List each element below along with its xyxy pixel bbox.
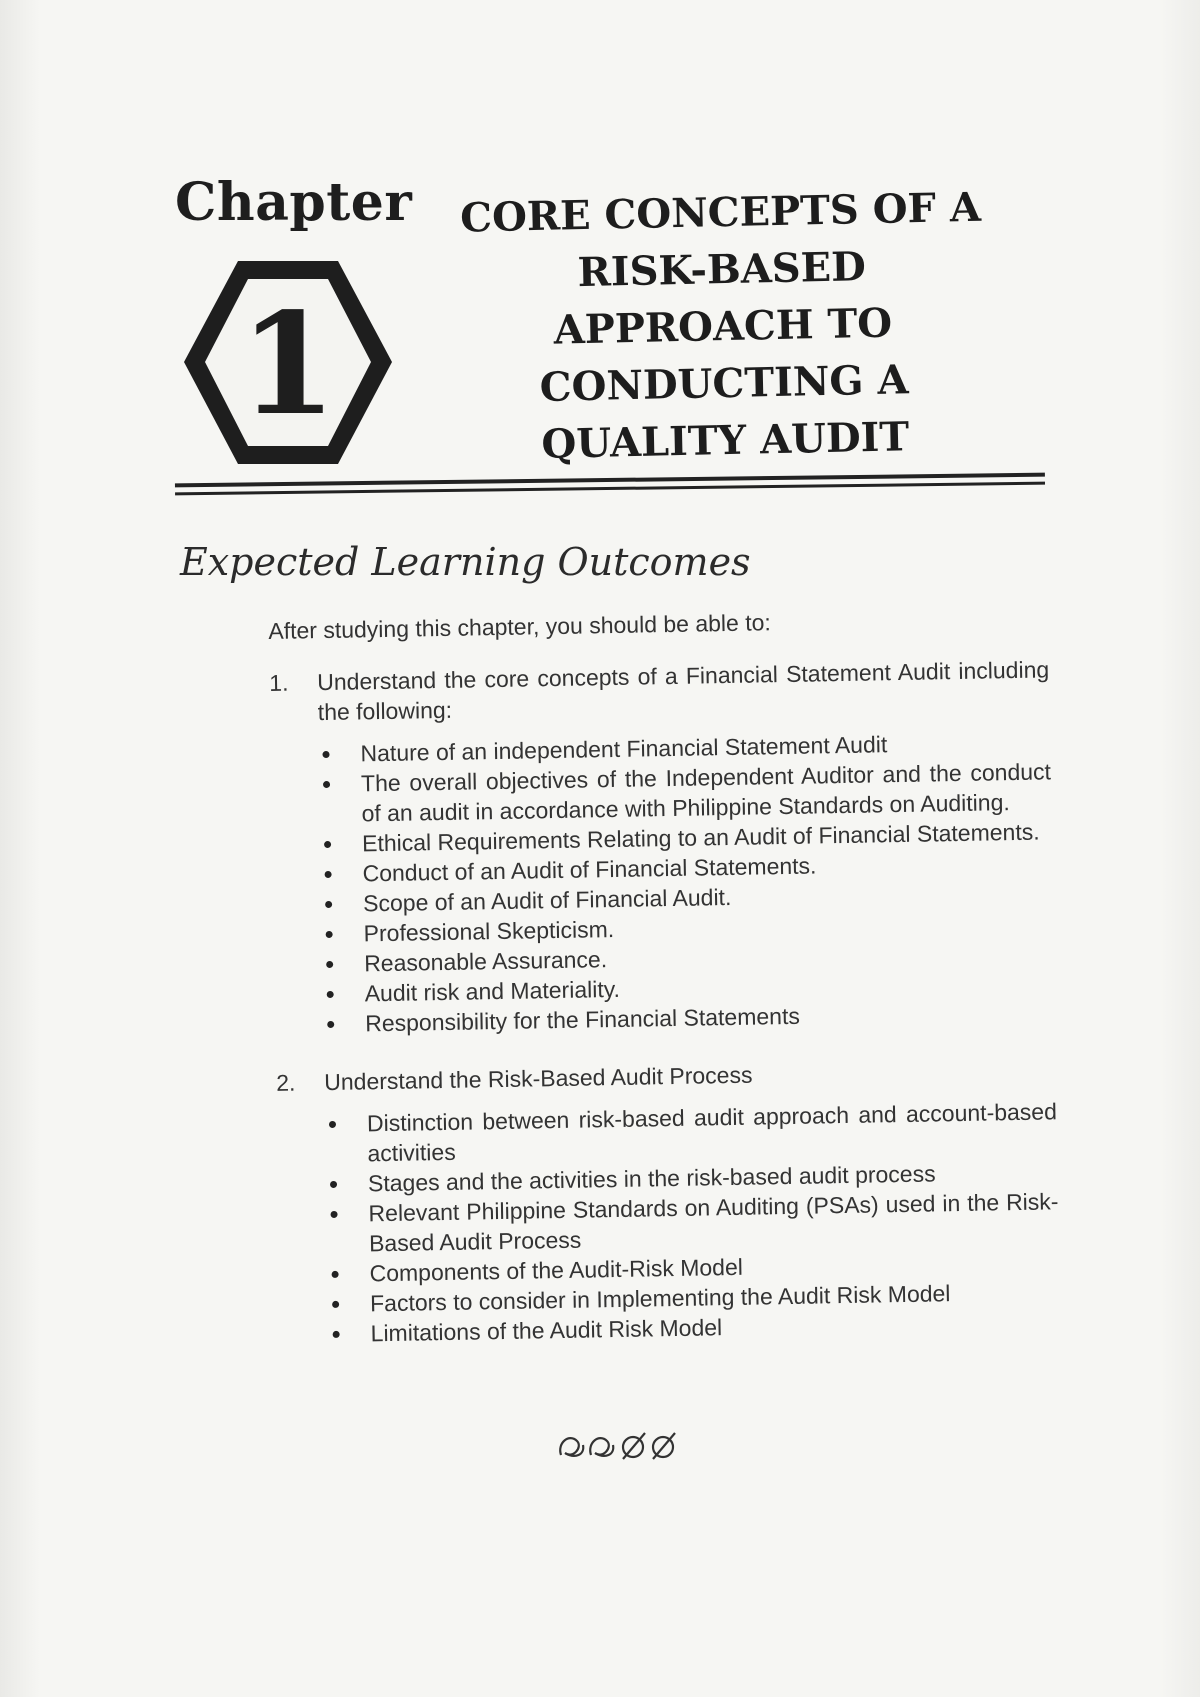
- bullet-text: Limitations of the Audit Risk Model: [370, 1314, 723, 1347]
- outcome-text: Understand the core concepts of a Financial Statement Audit including the following:: [317, 656, 1050, 726]
- bullet-icon: [323, 781, 330, 788]
- bullet-text: Ethical Requirements Relating to an Audit of Financial Statements.: [361, 818, 1040, 857]
- outcome-item: [269, 654, 1050, 728]
- bullet-icon: [327, 1021, 334, 1028]
- bullet-text: Audit risk and Materiality.: [364, 975, 621, 1007]
- outcome-number: 1.: [269, 669, 289, 696]
- section-heading: Expected Learning Outcomes: [180, 540, 751, 584]
- chapter-number: 1: [239, 283, 337, 447]
- bullet-text: Scope of an Audit of Financial Audit.: [362, 883, 732, 917]
- outcome-bullet-list: [277, 1096, 1061, 1350]
- outcome-number: 2.: [276, 1069, 296, 1096]
- chapter-title-line: APPROACH TO: [553, 299, 893, 354]
- outcome-text: Understand the Risk-Based Audit Process: [324, 1061, 753, 1096]
- bullet-icon: [325, 901, 332, 908]
- bullet-icon: [332, 1271, 339, 1278]
- chapter-title-line: QUALITY AUDIT: [540, 413, 910, 468]
- outcome-bullet-list: [270, 726, 1055, 1040]
- bullet-text: Reasonable Assurance.: [363, 946, 608, 977]
- chapter-title: [440, 178, 1006, 475]
- bullet-icon: [327, 991, 334, 998]
- bullet-text: Distinction between risk-based audit approach and account-based activities: [366, 1098, 1058, 1167]
- bullet-text: Professional Skepticism.: [363, 916, 615, 947]
- chapter-number-hexagon-icon: [178, 255, 398, 470]
- bullet-icon: [324, 841, 331, 848]
- intro-text: After studying this chapter, you should be able to:: [268, 609, 772, 644]
- bullet-icon: [326, 961, 333, 968]
- bullet-text: Responsibility for the Financial Statements: [365, 1002, 801, 1037]
- section-end-ornament-icon: [555, 1425, 680, 1465]
- outcome-item: [276, 1054, 1056, 1098]
- bullet-text: Conduct of an Audit of Financial Statements.: [362, 852, 817, 887]
- chapter-title-line: RISK-BASED: [577, 243, 867, 297]
- chapter-title-line: CONDUCTING A: [539, 356, 909, 411]
- bullet-icon: [326, 931, 333, 938]
- bullet-icon: [332, 1301, 339, 1308]
- bullet-text: Components of the Audit-Risk Model: [369, 1253, 744, 1287]
- bullet-text: The overall objectives of the Independent Auditor and the conduct of an audit in accordance with Philippine Standards on Auditing.: [360, 758, 1052, 827]
- bullet-text: Factors to consider in Implementing the Audit Risk Model: [369, 1280, 951, 1317]
- bullet-text: Nature of an independent Financial Statement Audit: [360, 731, 888, 767]
- bullet-text: Stages and the activities in the risk-based audit process: [367, 1160, 936, 1197]
- learning-outcomes-body: [268, 596, 1061, 1367]
- bullet-icon: [330, 1181, 337, 1188]
- chapter-title-line: CORE CONCEPTS OF A: [459, 183, 982, 242]
- bullet-icon: [333, 1331, 340, 1338]
- bullet-icon: [325, 871, 332, 878]
- bullet-icon: [329, 1121, 336, 1128]
- bullet-icon: [330, 1211, 337, 1218]
- bullet-text: Relevant Philippine Standards on Auditing (PSAs) used in the Risk-Based Audit Process: [368, 1188, 1059, 1257]
- chapter-label: Chapter: [175, 172, 413, 233]
- bullet-icon: [322, 751, 329, 758]
